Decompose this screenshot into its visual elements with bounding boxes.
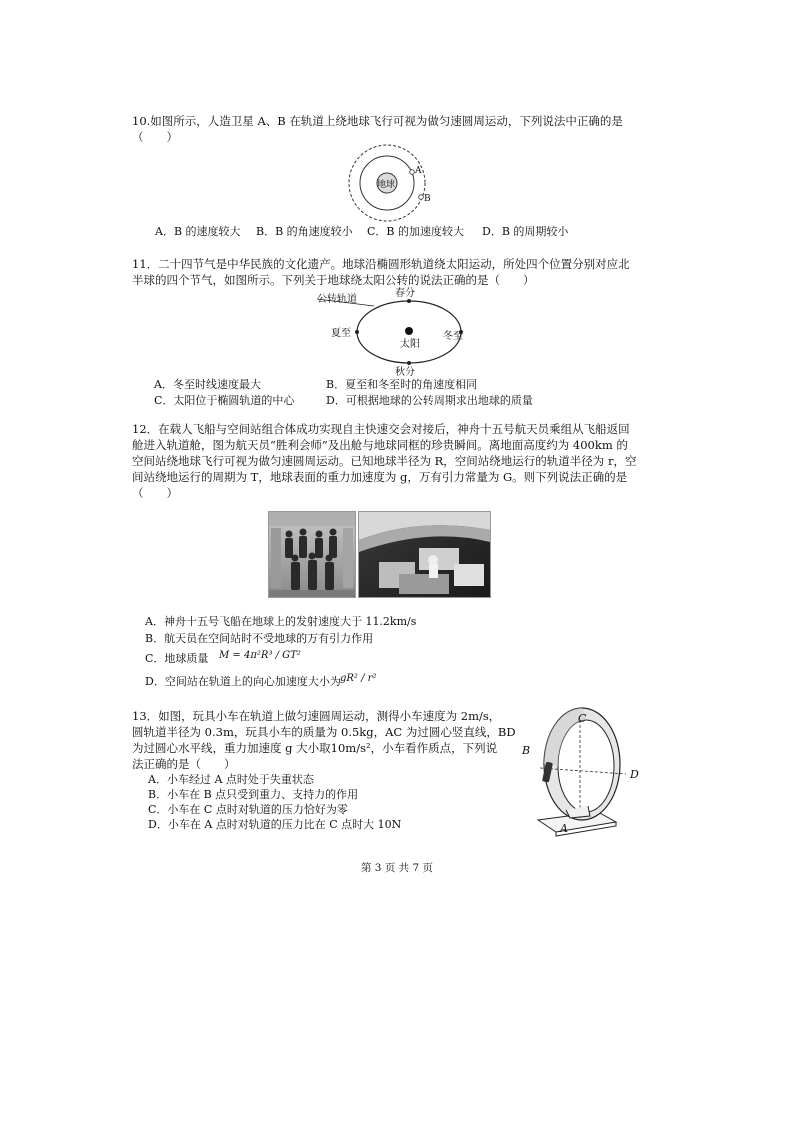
q13-label-a: A: [560, 822, 568, 835]
q11-option-a: A．冬至时线速度最大: [154, 378, 261, 391]
q12-option-c: C．地球质量: [145, 652, 209, 665]
q12-option-c-formula: M = 4π²R³ / GT²: [219, 650, 301, 661]
q13-option-c: C．小车在 C 点时对轨道的压力恰好为零: [148, 803, 348, 816]
q11-stem-line2: 半球的四个节气，如图所示。下列关于地球绕太阳公转的说法正确的是（ ）: [132, 273, 535, 287]
q11-label-autumn: 秋分: [395, 367, 415, 378]
q10-option-c: C．B 的加速度较大: [367, 225, 464, 238]
q12-option-a: A．神舟十五号飞船在地球上的发射速度大于 11.2km/s: [145, 615, 417, 628]
q10-stem: 10.如图所示，人造卫星 A、B 在轨道上绕地球飞行可视为做匀速圆周运动，下列说法中正确的是: [132, 114, 623, 128]
q10-option-b: B．B 的角速度较小: [256, 225, 353, 238]
q10-option-a: A．B 的速度较大: [155, 225, 241, 238]
q11-option-d: D．可根据地球的公转周期求出地球的质量: [326, 394, 533, 407]
q13-stem-line1: 13．如图，玩具小车在轨道上做匀速圆周运动，测得小车速度为 2m/s，: [132, 709, 501, 723]
q10-label-b: B: [424, 194, 431, 204]
q13-stem-line3: 为过圆心水平线，重力加速度 g 大小取10m/s²，小车看作质点，下列说: [132, 741, 498, 755]
q11-option-c: C．太阳位于椭圆轨道的中心: [154, 394, 295, 407]
q13-option-b: B．小车在 B 点只受到重力、支持力的作用: [148, 788, 359, 801]
q12-stem-line1: 12．在载人飞船与空间站组合体成功实现自主快速交会对接后，神舟十五号航天员乘组从飞船返回: [132, 422, 630, 436]
q11-label-winter: 冬至: [443, 331, 463, 342]
q12-stem-line4: 间站绕地运行的周期为 T，地球表面的重力加速度为 g，万有引力常量为 G。则下列说法正确的是: [132, 470, 628, 484]
q11-stem-line1: 11．二十四节气是中华民族的文化遗产。地球沿椭圆形轨道绕太阳运动，所处四个位置分别对应北: [132, 257, 630, 271]
q11-label-sun: 太阳: [400, 339, 420, 350]
q12-option-d: D．空间站在轨道上的向心加速度大小为: [145, 675, 341, 688]
q10-earth-label: 地球: [377, 180, 396, 190]
q11-option-b: B．夏至和冬至时的角速度相同: [326, 378, 478, 391]
q12-option-d-formula: gR² / r²: [340, 673, 377, 684]
q12-option-b: B．航天员在空间站时不受地球的万有引力作用: [145, 632, 374, 645]
q13-label-d: D: [630, 768, 639, 781]
q12-stem-line2: 舱进入轨道舱，图为航天员“胜利会师”及出舱与地球同框的珍贵瞬间。离地面高度约为 400km 的: [132, 438, 628, 452]
q10-paren: （ ）: [132, 130, 178, 144]
spacewalk-photo: [358, 511, 491, 598]
q11-label-spring: 春分: [395, 288, 415, 299]
q13-label-c: C: [578, 712, 587, 725]
q10-label-a: A: [415, 166, 422, 176]
page-footer: 第 3 页 共 7 页: [360, 862, 434, 874]
q13-option-a: A．小车经过 A 点时处于失重状态: [148, 773, 314, 786]
q13-stem-line4: 法正确的是（ ）: [132, 757, 236, 771]
q13-label-b: B: [522, 744, 531, 757]
q12-stem-line3: 空间站绕地球飞行可视为做匀速圆周运动。已知地球半径为 R，空间站绕地运行的轨道半径为 r，空: [132, 454, 637, 468]
q13-loop-track-figure: [520, 702, 630, 842]
astronauts-photo: [268, 511, 356, 598]
q10-option-d: D．B 的周期较小: [482, 225, 569, 238]
q12-paren: （ ）: [132, 486, 178, 500]
q11-label-summer: 夏至: [331, 328, 351, 339]
q11-orbit-label: 公转轨道: [317, 294, 357, 305]
q13-option-d: D．小车在 A 点时对轨道的压力比在 C 点时大 10N: [148, 818, 402, 831]
q13-stem-line2: 圆轨道半径为 0.3m，玩具小车的质量为 0.5kg，AC 为过圆心竖直线，BD: [132, 725, 516, 739]
